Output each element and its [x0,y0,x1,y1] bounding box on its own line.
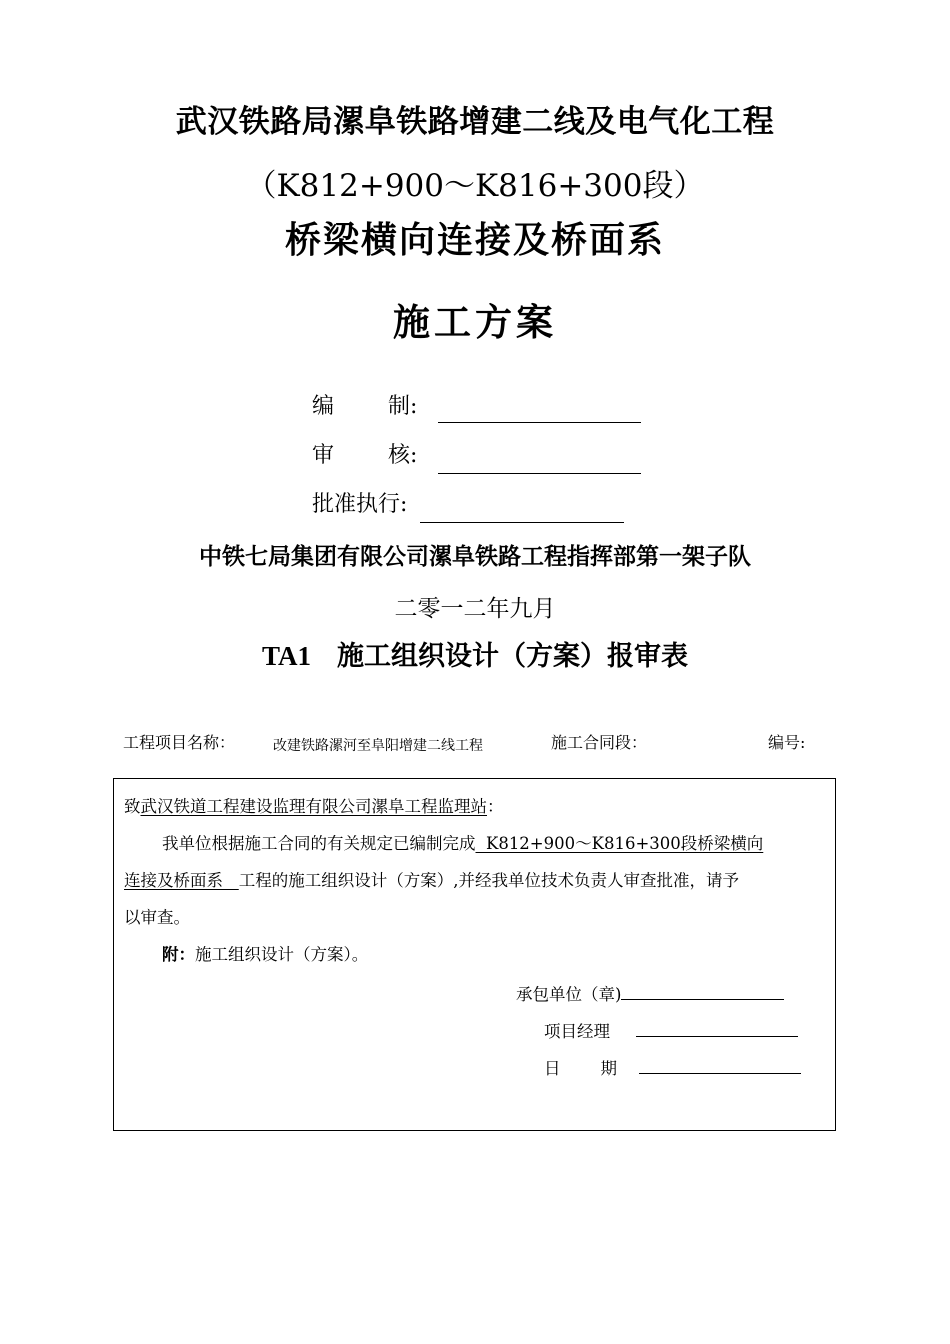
compiler-signature-line [438,422,641,423]
form-title-text: 施工组织设计（方案）报审表 [337,641,688,672]
recipient-name: 武汉铁道工程建设监理有限公司漯阜工程监理站 [140,797,487,816]
reviewer-signature-row [312,438,417,469]
date-label-a: 日 [544,1059,561,1078]
form-title [0,634,950,673]
attachment-label: 附： [162,945,195,964]
reviewer-label [312,443,417,468]
approver-signature-line [420,522,624,523]
contract-section-label: 施工合同段： [551,733,648,752]
organization-name: 中铁七局集团有限公司漯阜铁路工程指挥部第一架子队 [199,543,751,570]
date-signature-line [639,1059,801,1074]
project-manager-row [544,1018,798,1042]
attachment-line [162,941,368,965]
contractor-signature-line [621,985,784,1000]
document-title: 武汉铁路局漯阜铁路增建二线及电气化工程 [175,104,775,140]
form-code: TA1 [261,641,311,671]
form-number-label: 编号: [768,733,806,752]
project-manager-signature-line [636,1022,798,1037]
compiler-signature-row [312,389,417,420]
project-manager-label: 项目经理 [544,1022,610,1041]
body-text: 工程的施工组织设计（方案）,并经我单位技术负责人审查批准，请予 [238,871,739,890]
project-name-value: 改建铁路漯河至阜阳增建二线工程 [273,738,483,754]
approver-signature-row [312,487,407,518]
reviewer-label-b: 核: [388,443,418,468]
date-row [544,1055,801,1079]
date-label-b: 期 [600,1059,617,1078]
body-fill-in: 连接及桥面系 [124,871,239,890]
document-type: 施工方案 [393,300,557,344]
document-subtitle-range: （K812+900～K816+300段） [245,168,705,204]
body-fill-in: K812+900～K816+300段桥梁横向 [475,834,764,853]
body-line: 以审查。 [124,908,190,927]
recipient-prefix: 致 [124,797,141,816]
reviewer-label-a: 审 [312,443,335,468]
approver-label: 批准执行: [312,492,408,517]
contractor-label: 承包单位（章) [516,985,622,1004]
project-name-label: 工程项目名称： [123,733,236,752]
body-line [124,867,739,891]
reviewer-signature-line [438,473,641,474]
body-text: 我单位根据施工合同的有关规定已编制完成 [162,834,476,853]
attachment-text: 施工组织设计（方案）。 [195,945,369,964]
compiler-label [312,394,417,419]
compiler-label-b: 制: [388,394,418,419]
document-subject: 桥梁横向连接及桥面系 [284,219,665,261]
recipient-line [124,793,504,817]
body-line [162,830,763,854]
contractor-seal-row [516,981,784,1005]
submission-form-box [113,778,836,1131]
recipient-suffix: ： [487,797,504,816]
document-date: 二零一二年九月 [394,596,556,622]
compiler-label-a: 编 [312,394,335,419]
